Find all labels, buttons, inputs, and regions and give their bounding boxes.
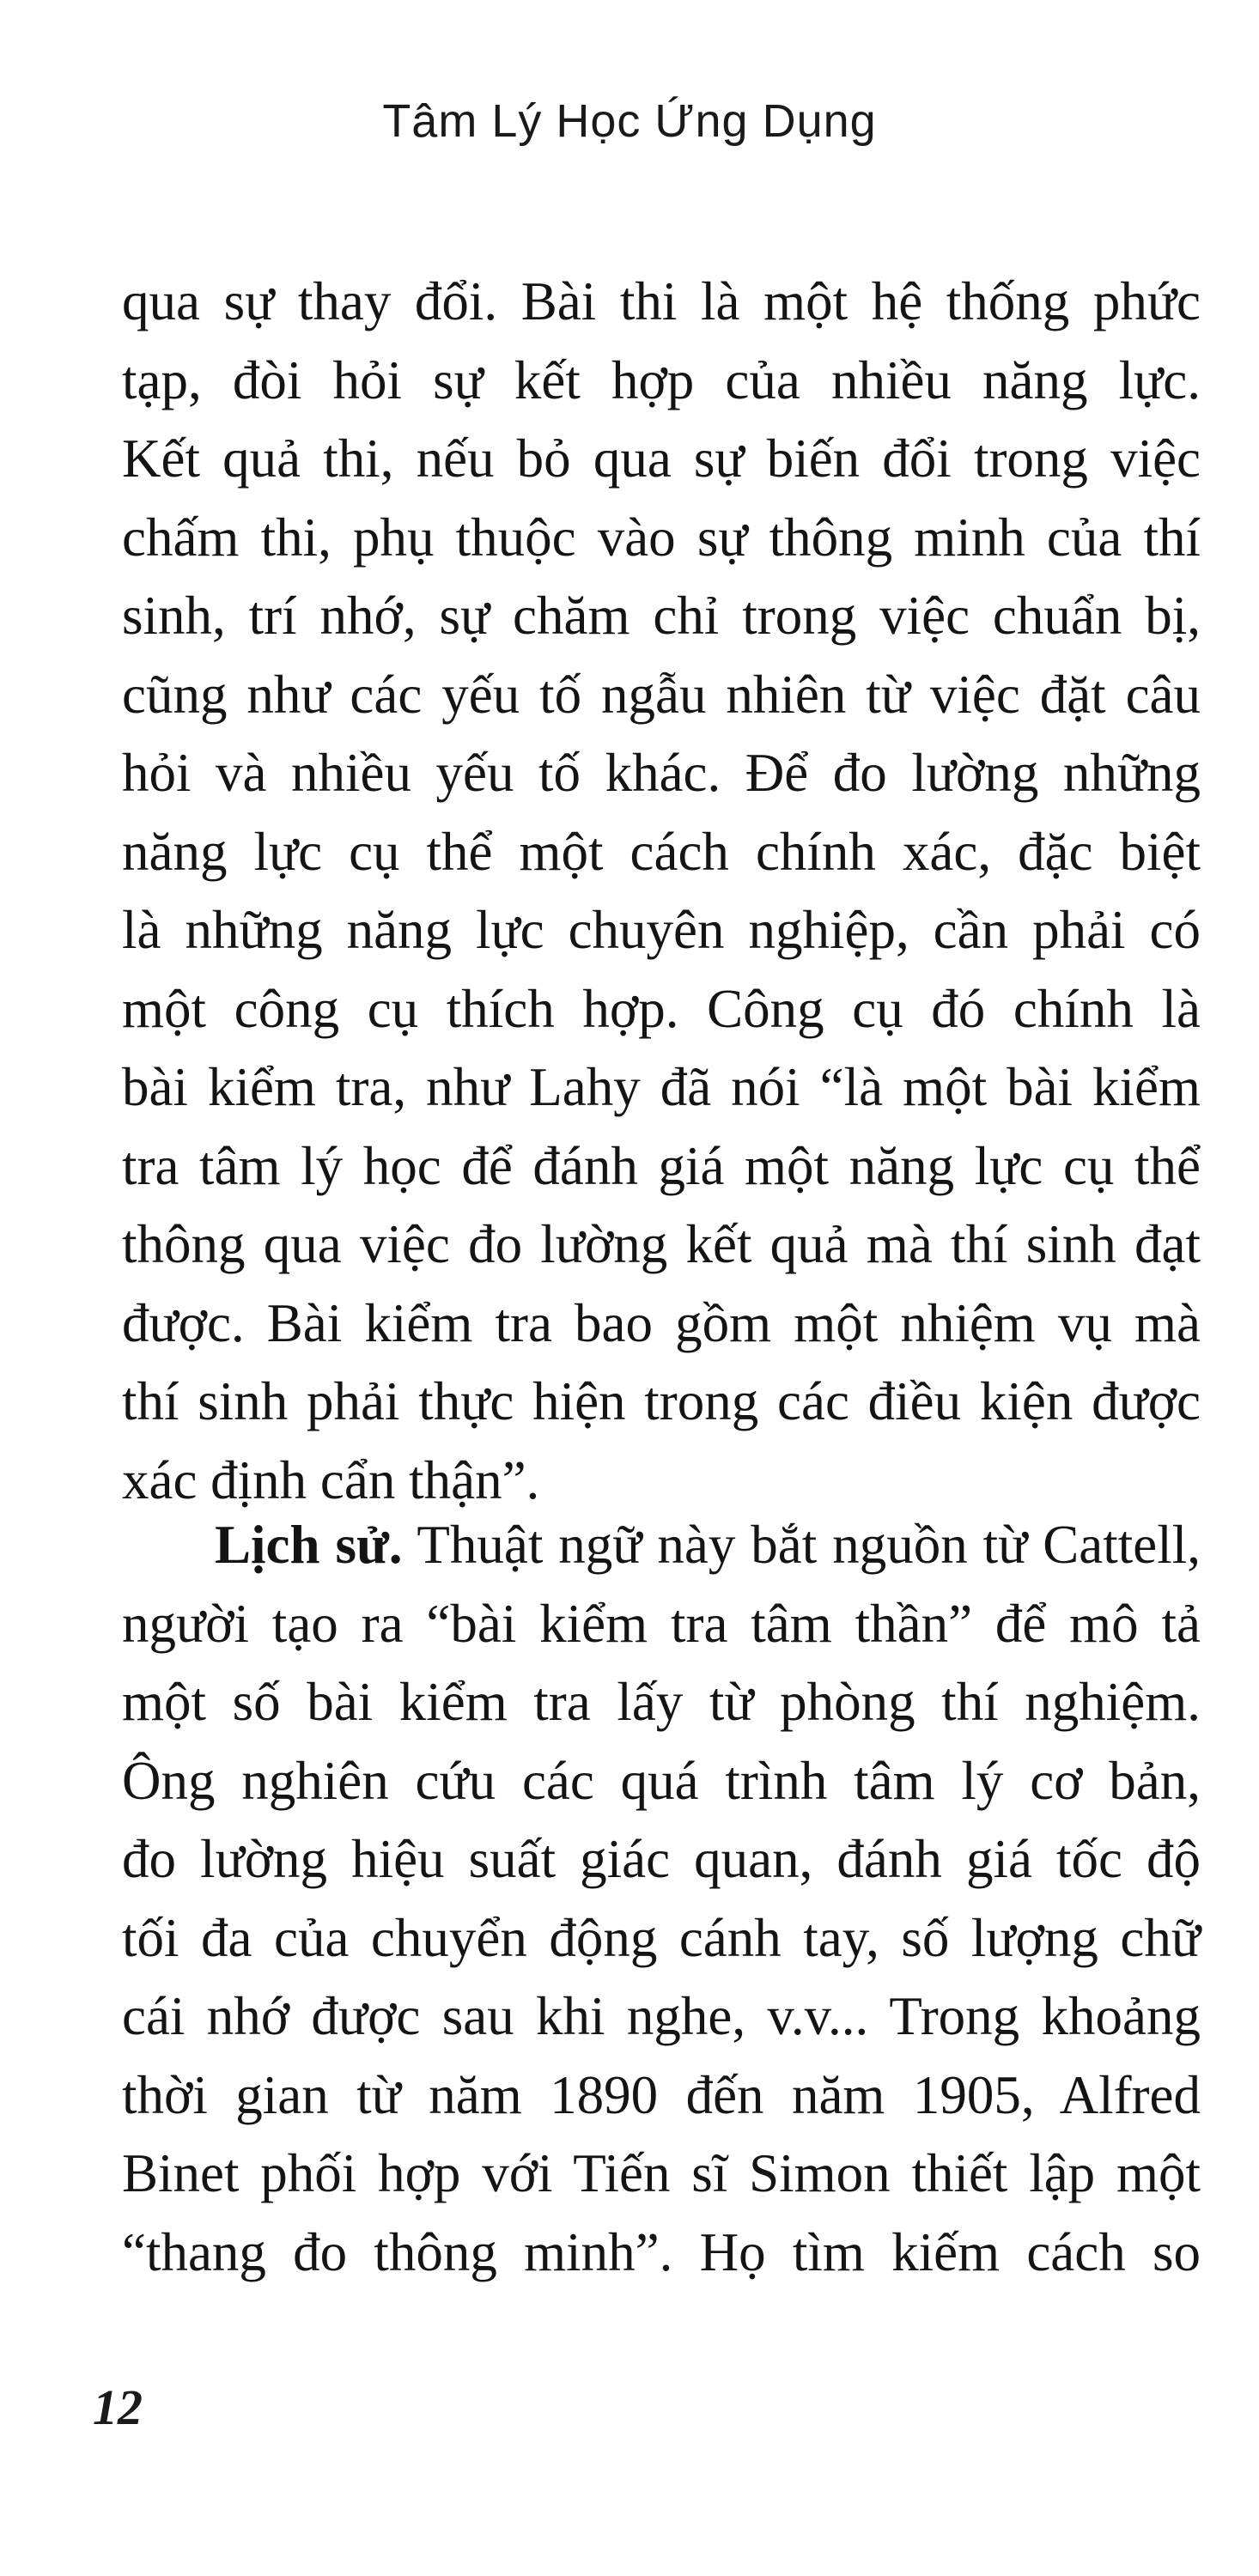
paragraph-line: Ông nghiên cứu các quá trình tâm lý cơ bản, — [122, 1750, 1201, 1811]
paragraph-line: bài kiểm tra, như Lahy đã nói “là một bài kiểm — [122, 1057, 1201, 1117]
lead-term-history: Lịch sử. — [215, 1515, 403, 1575]
paragraph-line: chấm thi, phụ thuộc vào sự thông minh của thí — [122, 507, 1201, 568]
paragraph-line: Kết quả thi, nếu bỏ qua sự biến đổi trong việc — [122, 428, 1201, 489]
paragraph-line: được. Bài kiểm tra bao gồm một nhiệm vụ mà — [122, 1292, 1201, 1353]
first-line-text: Thuật ngữ này bắt nguồn từ Cattell, — [402, 1515, 1201, 1575]
paragraph-line: tra tâm lý học để đánh giá một năng lực cụ thể — [122, 1135, 1201, 1196]
paragraph-line: “thang đo thông minh”. Họ tìm kiếm cách so — [122, 2221, 1201, 2282]
paragraph-history — [122, 1506, 1201, 2292]
paragraph-line: đo lường hiệu suất giác quan, đánh giá tốc độ — [122, 1829, 1201, 1889]
paragraph-continuation — [122, 263, 1201, 1520]
paragraph-line: thông qua việc đo lường kết quả mà thí sinh đạt — [122, 1214, 1201, 1274]
paragraph-line: Binet phối hợp với Tiến sĩ Simon thiết lập một — [122, 2143, 1201, 2203]
paragraph-line: hỏi và nhiều yếu tố khác. Để đo lường những — [122, 743, 1201, 803]
paragraph-line: cũng như các yếu tố ngẫu nhiên từ việc đặt câu — [122, 664, 1201, 725]
paragraph-line: xác định cẩn thận”. — [122, 1449, 540, 1510]
paragraph-line: người tạo ra “bài kiểm tra tâm thần” để mô tả — [122, 1593, 1201, 1654]
paragraph-line: là những năng lực chuyên nghiệp, cần phải có — [122, 900, 1201, 960]
paragraph-line: qua sự thay đổi. Bài thi là một hệ thống phức — [122, 271, 1201, 331]
paragraph-first-line — [122, 1506, 1201, 1585]
paragraph-line: tối đa của chuyển động cánh tay, số lượng chữ — [122, 1907, 1201, 1968]
paragraph-line: thời gian từ năm 1890 đến năm 1905, Alfred — [122, 2064, 1201, 2125]
page-number: 12 — [93, 2379, 143, 2435]
paragraph-line: một số bài kiểm tra lấy từ phòng thí nghiệm. — [122, 1672, 1201, 1732]
running-header-title: Tâm Lý Học Ứng Dụng — [382, 95, 877, 147]
paragraph-line: tạp, đòi hỏi sự kết hợp của nhiều năng lực. — [122, 349, 1201, 410]
paragraph-line: cái nhớ được sau khi nghe, v.v... Trong khoảng — [122, 1986, 1201, 2046]
paragraph-line: năng lực cụ thể một cách chính xác, đặc biệt — [122, 821, 1201, 882]
paragraph-line: thí sinh phải thực hiện trong các điều kiện được — [122, 1371, 1201, 1431]
paragraph-line: sinh, trí nhớ, sự chăm chỉ trong việc chuẩn bị, — [122, 586, 1201, 646]
paragraph-line: một công cụ thích hợp. Công cụ đó chính là — [122, 978, 1201, 1039]
